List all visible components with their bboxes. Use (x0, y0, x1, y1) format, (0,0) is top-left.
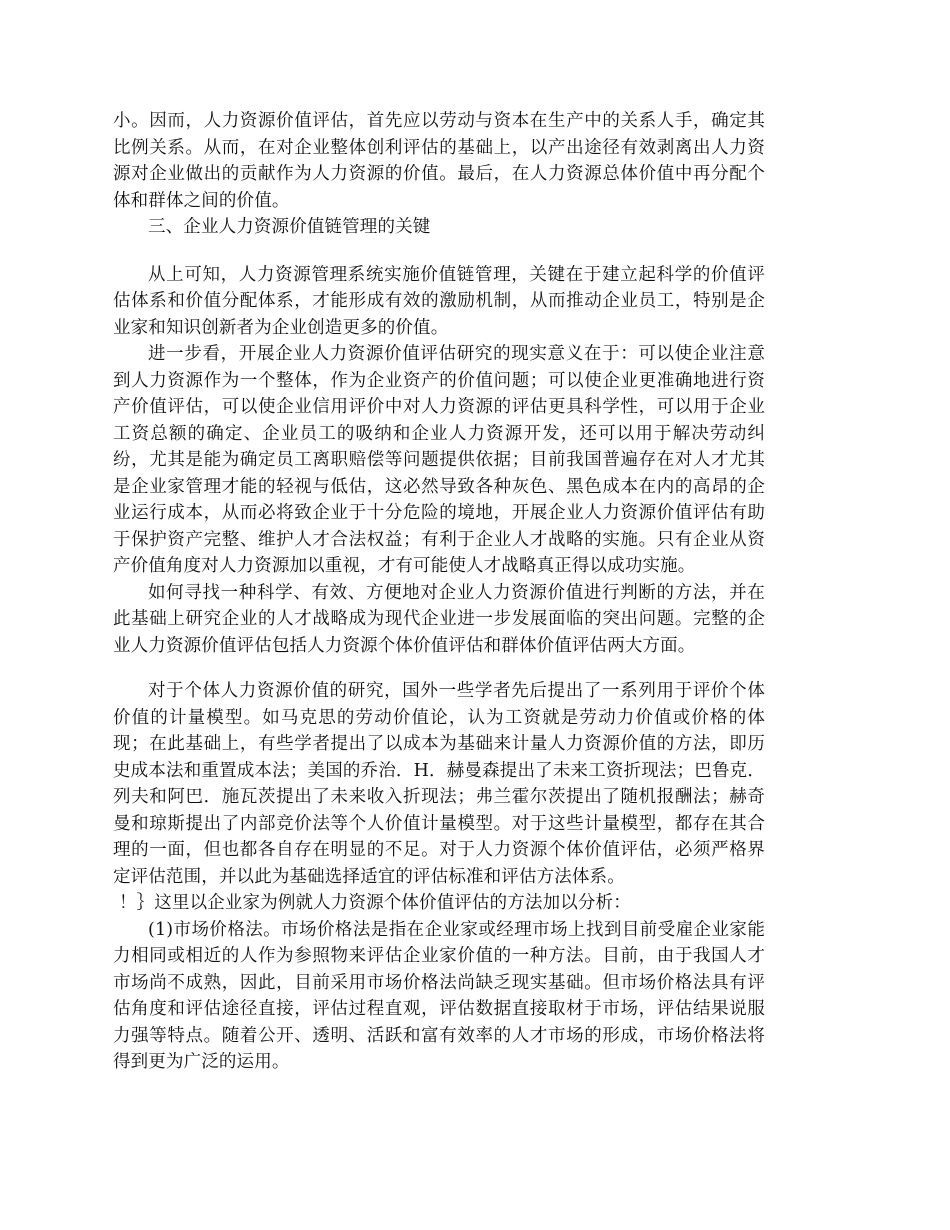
paragraph-valuation-intro: 小。因而，人力资源价值评估，首先应以劳动与资本在生产中的关系人手，确定其比例关系。从而，在对企业整体创利评估的基础上，以产出途径有效剥离出人力资源对企业做出的贡献作为人力资源的价值。最后，在人力资源总体价值中再分配个体和群体之间的价值。 (113, 111, 765, 211)
paragraph-method-search: 如何寻找一种科学、有效、方便地对企业人力资源价值进行判断的方法，并在此基础上研究企业的人才战略成为现代企业进一步发展面临的突出问题。完整的企业人力资源价值评估包括人力资源个体价值评估和群体价值评估两大方面。 (113, 582, 765, 656)
paragraph-individual-models: 对于个体人力资源价值的研究，国外一些学者先后提出了一系列用于评价个体价值的计量模型。如马克思的劳动价值论，认为工资就是劳动力价值或价格的体现；在此基础上，有些学者提出了以成本为基础来计量人力资源价值的方法，即历史成本法和重置成本法；美国的乔治．H．赫曼森提出了未来工资折现法；巴鲁克．列夫和阿巴．施瓦茨提出了未来收入折现法；弗兰霍尔茨提出了随机报酬法；赫奇曼和琼斯提出了内部竞价法等个人价值计量模型。对于这些计量模型，都存在其合理的一面，但也都各自存在明显的不足。对于人力资源个体价值评估，必须严格界定评估范围，并以此为基础选择适宜的评估标准和评估方法体系。 (113, 681, 765, 887)
paragraph-significance: 进一步看，开展企业人力资源价值评估研究的现实意义在于：可以使企业注意到人力资源作为一个整体，作为企业资产的价值问题；可以使企业更准确地进行资产价值评估，可以使企业信用评价中对人力资源的评估更具科学性，可以用于企业工资总额的确定、企业员工的吸纳和企业人力资源开发，还可以用于解决劳动纠纷，尤其是能为确定员工离职赔偿等问题提供依据；目前我国普遍存在对人才尤其是企业家管理才能的轻视与低估，这必然导致各种灰色、黑色成本在内的高昂的企业运行成本，从而必将致企业于十分危险的境地，开展企业人力资源价值评估有助于保护资产完整、维护人才合法权益；有利于企业人才战略的实施。只有企业从资产价值角度对人力资源加以重视，才有可能使人才战略真正得以成功实施。 (113, 344, 765, 576)
paragraph-market-price-method: (1)市场价格法。市场价格法是指在企业家或经理市场上找到目前受雇企业家能力相同或相近的人作为参照物来评估企业家价值的一种方法。目前，由于我国人才市场尚不成熟，因此，目前采用市场价格法尚缺乏现实基础。但市场价格法具有评估角度和评估途径直接，评估过程直观，评估数据直接取材于市场，评估结果说服力强等特点。随着公开、透明、活跃和富有效率的人才市场的形成，市场价格法将得到更为广泛的运用。 (113, 919, 765, 1072)
paragraph-entrepreneur-example: ！｝这里以企业家为例就人力资源个体价值评估的方法加以分析： (119, 893, 631, 913)
section-heading: 三、企业人力资源价值链管理的关键 (148, 217, 431, 237)
document-page (113, 108, 765, 1076)
paragraph-value-chain: 从上可知，人力资源管理系统实施价值链管理，关键在于建立起科学的价值评估体系和价值分配体系，才能形成有效的激励机制，从而推动企业员工，特别是企业家和知识创新者为企业创造更多的价值。 (113, 264, 765, 338)
